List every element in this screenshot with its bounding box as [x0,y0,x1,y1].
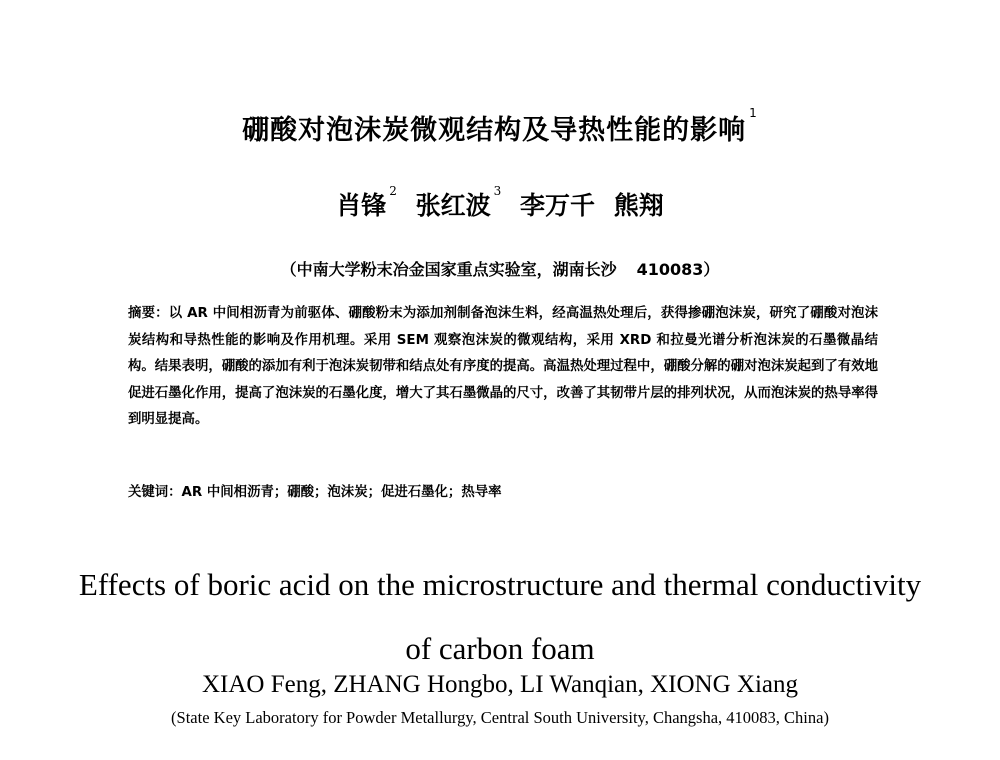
english-title-line-1: Effects of boric acid on the microstructure and thermal conductivity [78,567,922,602]
author-1-name: 肖锋 [336,191,387,220]
author-2-note: 3 [493,184,502,198]
chinese-title-text: 硼酸对泡沫炭微观结构及导热性能的影响 [242,115,747,146]
english-title-line-2: of carbon foam [405,631,595,666]
chinese-authors [0,186,1000,222]
author-4-name: 熊翔 [613,191,664,220]
chinese-keywords: 关键词：AR 中间相沥青；硼酸；泡沫炭；促进石墨化；热导率 [128,485,502,500]
english-affiliation: (State Key Laboratory for Powder Metallurgy, Central South University, Changsha, 410083, China) [171,708,829,727]
author-2 [415,184,502,220]
postal-code: 410083） [636,260,720,279]
english-authors: XIAO Feng, ZHANG Hongbo, LI Wanqian, XIONG Xiang [201,671,799,698]
author-1-note: 2 [389,184,397,198]
author-4 [614,191,664,220]
title-footnote-marker: 1 [749,106,758,120]
chinese-abstract: 摘要：以 AR 中间相沥青为前驱体、硼酸粉末为添加剂制备泡沫生料，经高温热处理后，获得掺硼泡沫炭，研究了硼酸对泡沫炭结构和导热性能的影响及作用机理。采用 SEM 观察泡沫炭的微观结构，采用 XRD 和拉曼光谱分析泡沫炭的石墨微晶结构。结果表明，硼酸的添加有利于泡沫炭韧带和结点处有序度的提高。高温热处理过程中，硼酸分解的硼对泡沫炭起到了有效地促进石墨化作用，提高了泡沫炭的石墨化度，增大了其石墨微晶的尺寸，改善了其韧带片层的排列状况，从而泡沫炭的热导率得到明显提高。 [128,306,878,427]
chinese-affiliation [0,257,1000,280]
english-title [0,553,1000,681]
author-3-name: 李万千 [520,191,596,220]
chinese-title [0,108,1000,147]
author-2-name: 张红波 [415,191,491,220]
chinese-affiliation-text: （中南大学粉末冶金国家重点实验室，湖南长沙 [280,260,617,279]
author-3 [520,191,595,220]
author-1 [336,184,397,220]
